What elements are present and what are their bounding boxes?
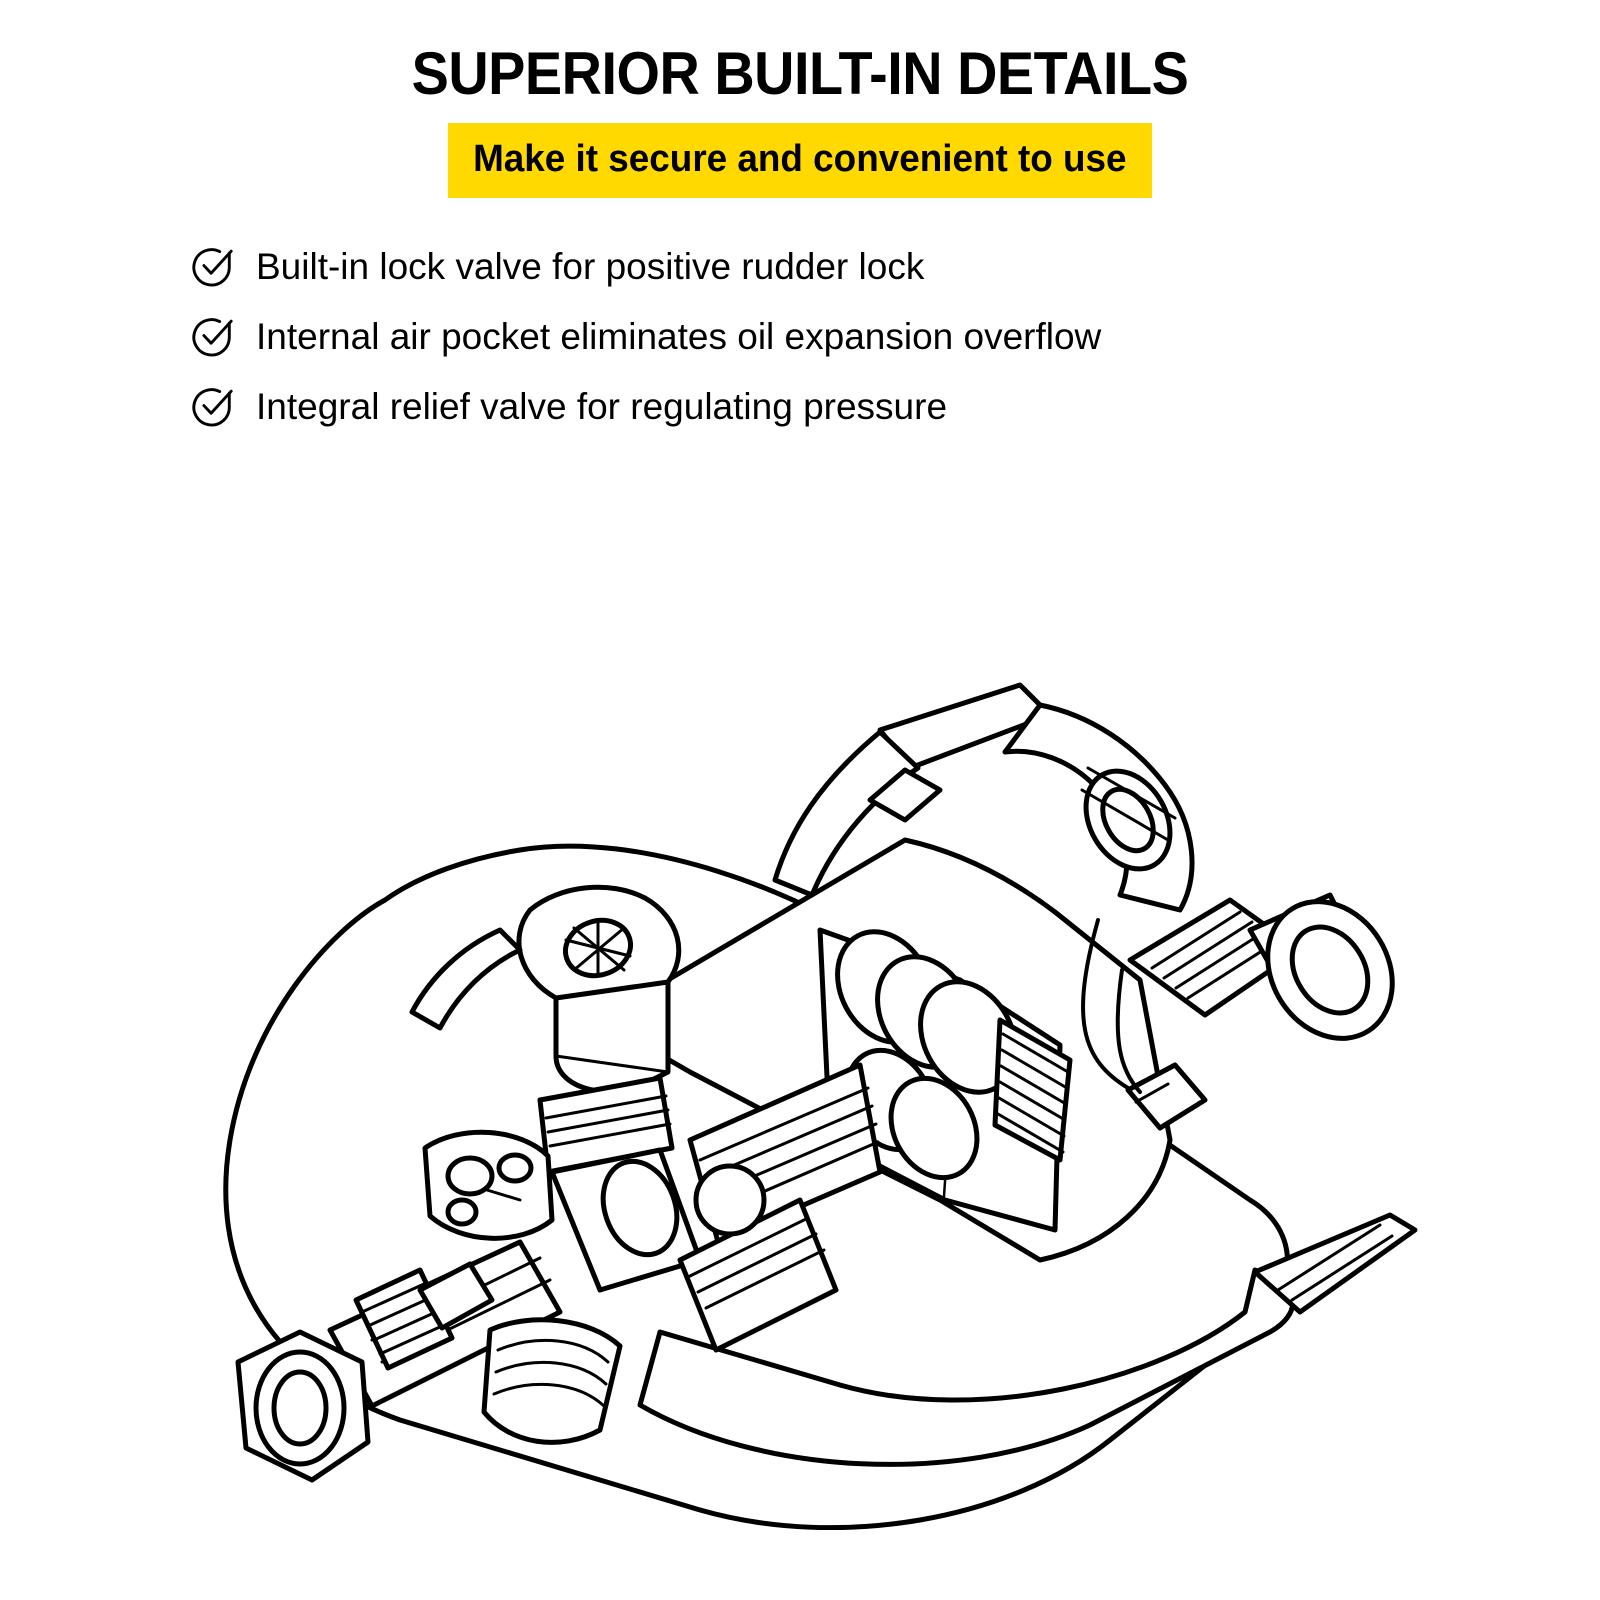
check-circle-icon	[190, 244, 236, 290]
header	[0, 0, 1600, 198]
list-item	[190, 384, 1600, 430]
product-illustration	[0, 500, 1600, 1530]
feature-text: Integral relief valve for regulating pressure	[256, 385, 948, 427]
feature-text: Built-in lock valve for positive rudder lock	[256, 245, 925, 287]
list-item	[190, 244, 1600, 290]
list-item	[190, 314, 1600, 360]
subtitle-container	[0, 123, 1600, 198]
check-circle-icon	[190, 384, 236, 430]
check-circle-icon	[190, 314, 236, 360]
subtitle-highlight: Make it secure and convenient to use	[448, 123, 1152, 198]
hydraulic-cylinder-line-art	[0, 500, 1600, 1530]
feature-list	[0, 244, 1600, 454]
page-title: SUPERIOR BUILT-IN DETAILS	[411, 40, 1189, 107]
feature-text: Internal air pocket eliminates oil expansion overflow	[256, 315, 1102, 357]
